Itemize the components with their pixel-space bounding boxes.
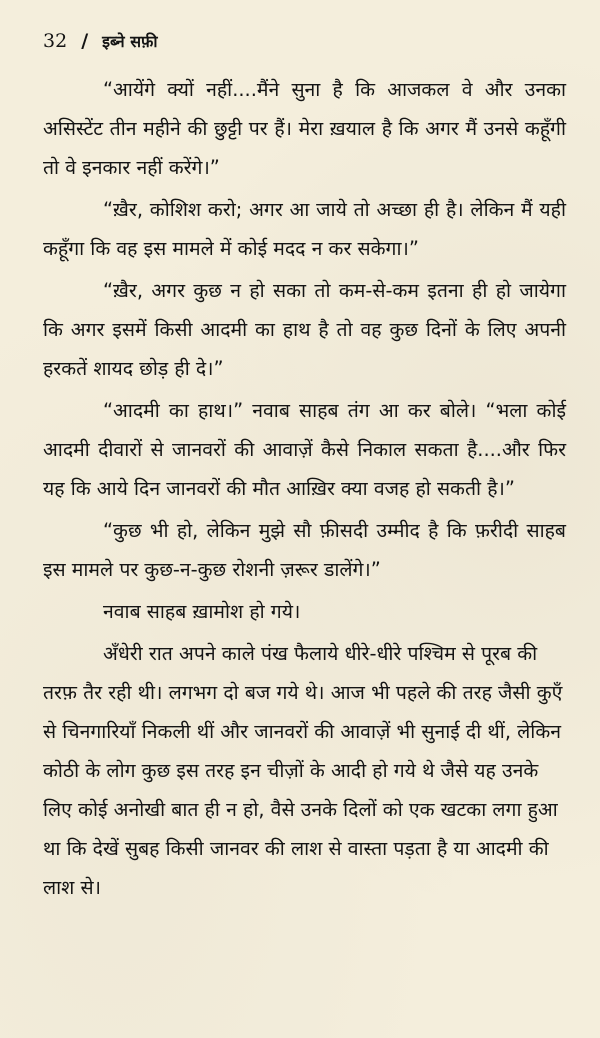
paragraph: “आदमी का हाथ।” नवाब साहब तंग आ कर बोले। “भला कोई आदमी दीवारों से जानवरों की आवाज़ें कैसे निकाल सकता है....और फिर यह कि आये दिन जानवरों की मौत आख़िर क्या वजह हो सकती है।” [43,399,566,500]
paragraph: अँधेरी रात अपने काले पंख फैलाये धीरे-धीरे पश्चिम से पूरब की तरफ़ तैर रही थी। लगभग दो बज गये थे। आज भी पहले की तरह जैसी कुएँ से चिनगारियाँ निकली थीं और जानवरों की आवाज़ें भी सुनाई दी थीं, लेकिन कोठी के लोग कुछ इस तरह इन चीज़ों के आदी हो गये थे जैसे यह उनके लिए कोई अनोखी बात ही न हो, वैसे उनके दिलों को एक खटका लगा हुआ था कि देखें सुबह किसी जानवर की लाश से वास्ता पड़ता है या आदमी की लाश से। [43,642,563,899]
running-title: इब्ने सफ़ी [102,32,158,51]
paragraph: “आयेंगे क्यों नहीं....मैंने सुना है कि आजकल वे और उनका असिस्टेंट तीन महीने की छुट्टी पर हैं। मेरा ख़याल है कि अगर मैं उनसे कहूँगी तो वे इनकार नहीं करेंगे।” [43,78,566,179]
page-header [43,30,566,62]
body-text [43,70,566,907]
paragraph: “ख़ैर, कोशिश करो; अगर आ जाये तो अच्छा ही है। लेकिन मैं यही कहूँगा कि वह इस मामले में कोई मदद न कर सकेगा।” [43,198,566,260]
header-separator: / [81,30,89,52]
paragraph: “कुछ भी हो, लेकिन मुझे सौ फ़ीसदी उम्मीद है कि फ़रीदी साहब इस मामले पर कुछ-न-कुछ रोशनी ज़रूर डालेंगे।” [43,519,566,581]
paragraph: “ख़ैर, अगर कुछ न हो सका तो कम-से-कम इतना ही हो जायेगा कि अगर इसमें किसी आदमी का हाथ है तो वह कुछ दिनों के लिए अपनी हरकतें शायद छोड़ ही दे।” [43,279,566,380]
page-number: 32 [43,30,68,52]
paragraph: नवाब साहब ख़ामोश हो गये। [103,600,301,623]
